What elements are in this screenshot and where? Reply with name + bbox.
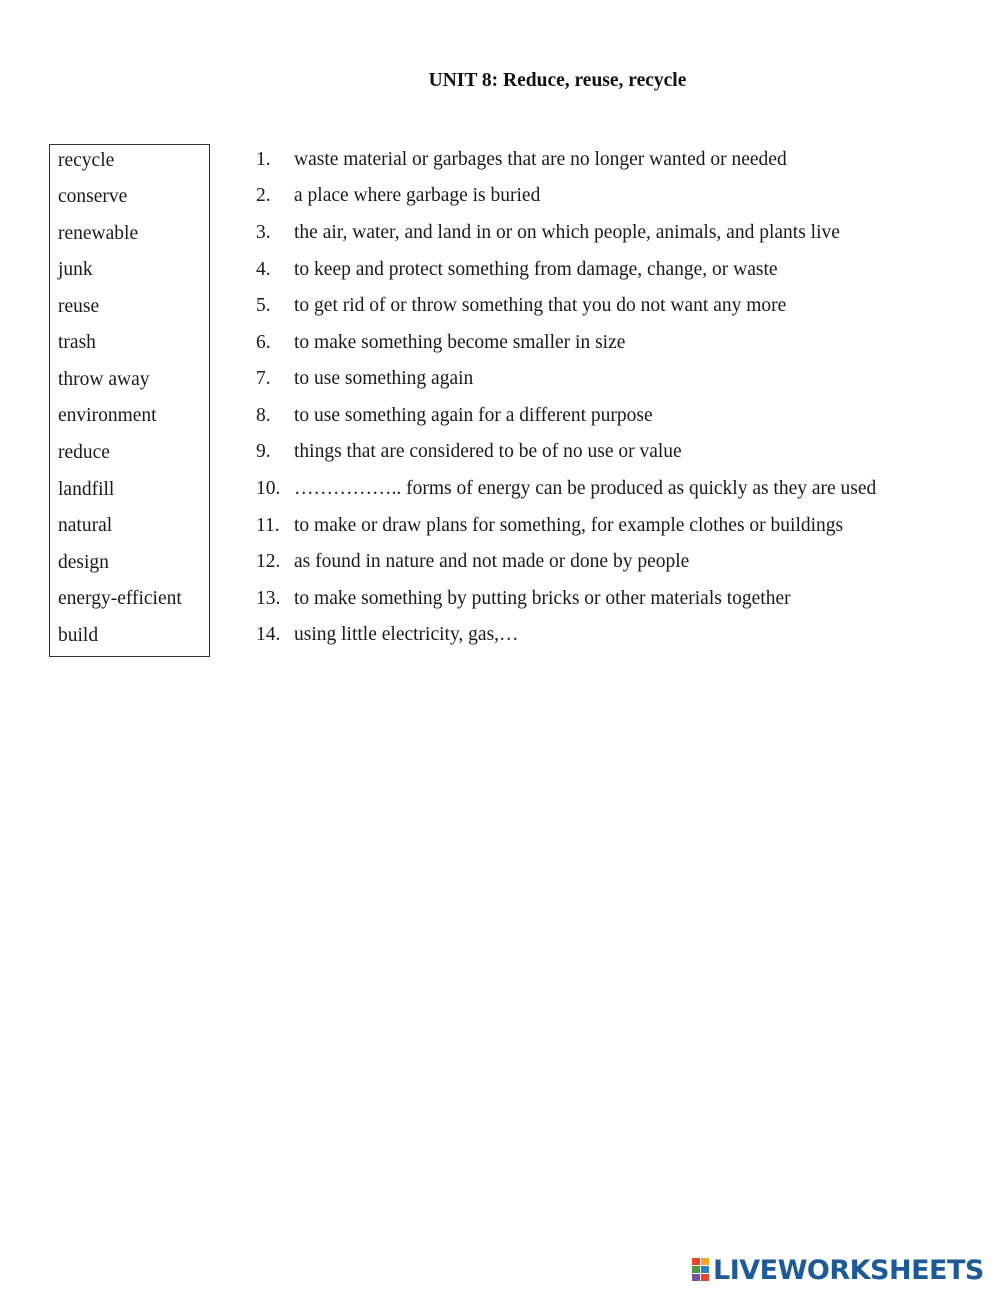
word-bank-item: trash [58,332,96,353]
definition-text: a place where garbage is buried [294,185,541,206]
definition-text: to use something again for a different purpose [294,405,653,426]
definition-text: the air, water, and land in or on which people, animals, and plants live [294,222,840,243]
definition-number: 13. [256,588,281,609]
definition-text: things that are considered to be of no use or value [294,441,682,462]
definition-item [0,550,1000,576]
liveworksheets-logo-text: LIVEWORKSHEETS [713,1254,984,1286]
word-bank-item: reuse [58,296,100,317]
liveworksheets-logo [692,1256,984,1284]
definition-item [0,221,1000,247]
word-bank-item: recycle [58,150,115,171]
definition-number: 11. [256,515,280,536]
definition-number: 2. [256,185,271,206]
definition-number: 7. [256,368,271,389]
definition-text: as found in nature and not made or done by people [294,551,690,572]
word-bank-item: build [58,625,99,646]
definition-number: 4. [256,259,271,280]
definition-number: 6. [256,332,271,353]
definition-number: 12. [256,551,281,572]
definition-text: waste material or garbages that are no longer wanted or needed [294,149,787,170]
definition-item [0,148,1000,174]
word-bank-item: landfill [58,479,115,500]
definition-text: to keep and protect something from damage, change, or waste [294,259,778,280]
definition-item [0,587,1000,613]
definition-text: to make or draw plans for something, for example clothes or buildings [294,515,844,536]
definition-text: to make something by putting bricks or other materials together [294,588,791,609]
definition-item [0,258,1000,284]
definition-text: to use something again [294,368,474,389]
liveworksheets-logo-icon [692,1258,709,1282]
definition-number: 8. [256,405,271,426]
definition-item [0,294,1000,320]
definition-item [0,440,1000,466]
definition-item [0,331,1000,357]
word-bank-item: energy-efficient [58,588,182,609]
word-bank-item: natural [58,515,113,536]
word-bank-item: junk [58,259,93,280]
word-bank-item: conserve [58,186,128,207]
definition-number: 3. [256,222,271,243]
definition-item [0,477,1000,503]
word-bank-item: reduce [58,442,110,463]
definition-text: …………….. forms of energy can be produced as quickly as they are used [294,478,877,499]
definition-item [0,404,1000,430]
definition-item [0,623,1000,649]
definition-text: to make something become smaller in size [294,332,626,353]
definition-text: using little electricity, gas,… [294,624,519,645]
word-bank-item: design [58,552,109,573]
definition-text: to get rid of or throw something that you do not want any more [294,295,787,316]
word-bank-item: environment [58,405,157,426]
definition-item [0,514,1000,540]
worksheet-title: UNIT 8: Reduce, reuse, recycle [428,70,687,91]
definition-number: 5. [256,295,271,316]
word-bank-item: throw away [58,369,150,390]
definition-number: 14. [256,624,281,645]
definition-number: 10. [256,478,281,499]
definition-number: 9. [256,441,271,462]
definition-item [0,367,1000,393]
word-bank-item: renewable [58,223,139,244]
definition-item [0,184,1000,210]
definition-number: 1. [256,149,271,170]
